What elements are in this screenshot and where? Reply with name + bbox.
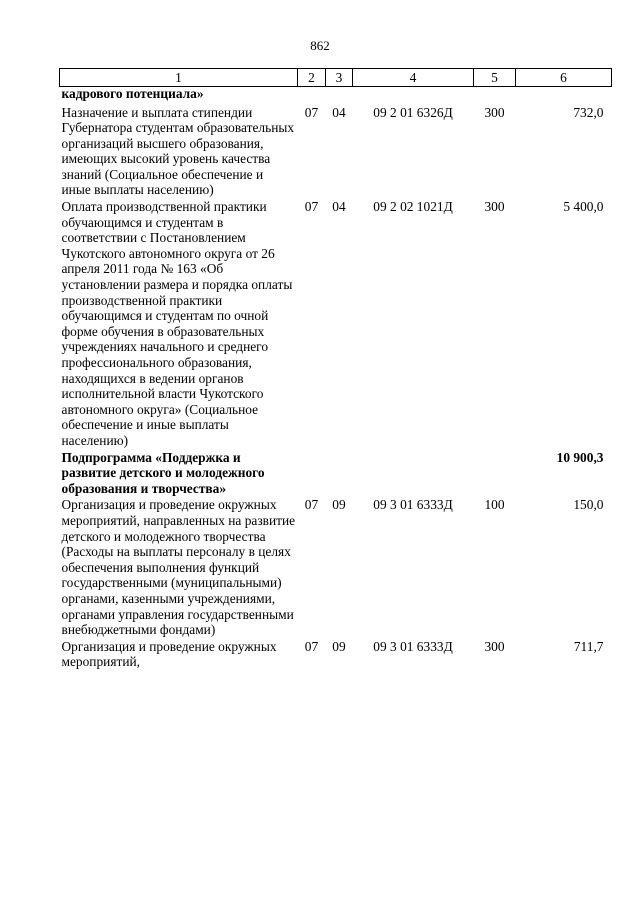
header-col-6: 6 <box>516 69 612 87</box>
row-subsection: 09 <box>332 638 346 654</box>
row-section <box>298 449 326 497</box>
row-section: 07 <box>304 497 319 513</box>
table-row <box>60 638 612 670</box>
row-target-article <box>353 87 474 104</box>
row-amount: 10 900,3 <box>556 449 604 465</box>
row-name: кадрового потенциала» <box>61 86 204 101</box>
header-col-1: 1 <box>60 69 298 87</box>
row-target-article: 09 3 01 6333Д <box>373 638 453 654</box>
row-amount: 5 400,0 <box>563 199 604 215</box>
row-subsection: 04 <box>332 199 346 215</box>
budget-table <box>59 68 612 670</box>
header-row <box>60 69 612 87</box>
row-section: 07 <box>304 199 319 215</box>
row-expense-type <box>474 87 516 104</box>
row-expense-type: 300 <box>484 638 505 654</box>
header-col-4: 4 <box>353 69 474 87</box>
table-row <box>60 198 612 449</box>
table-row <box>60 104 612 199</box>
header-col-5: 5 <box>474 69 516 87</box>
row-amount: 732,0 <box>573 104 604 120</box>
row-name: Оплата производственной практики обучающимся и студентам в соответствии с Постановлением Чукотского автономного округа от 26 апреля 2011 года № 163 «Об установлении размера и порядка оплаты производственной практики обучающимся и студентам по очной форме обучения в образовательных учреждениях начального и среднего профессионального образования, находящихся в ведении органов исполнительной власти Чукотского автономного округа» (Социальное обеспечение и иные выплаты населению) <box>61 199 293 448</box>
row-amount: 711,7 <box>573 638 604 654</box>
row-section: 07 <box>304 104 319 120</box>
row-name: Назначение и выплата стипендии Губернатора студентам образовательных организаций высшего образования, имеющих высокий уровень качества знаний (Социальное обеспечение и иные выплаты населению) <box>61 104 295 198</box>
row-expense-type: 300 <box>484 199 505 215</box>
table-row <box>60 87 612 104</box>
row-target-article: 09 2 02 1021Д <box>373 199 453 215</box>
row-target-article <box>353 449 474 497</box>
header-col-3: 3 <box>326 69 353 87</box>
row-expense-type: 300 <box>484 104 505 120</box>
row-expense-type <box>474 449 516 497</box>
row-subsection <box>326 449 353 497</box>
row-target-article: 09 2 01 6326Д <box>373 104 453 120</box>
header-col-2: 2 <box>298 69 326 87</box>
row-subsection: 09 <box>332 497 346 513</box>
row-target-article: 09 3 01 6333Д <box>373 497 453 513</box>
table-row <box>60 449 612 497</box>
row-name: Организация и проведение окружных мероприятий, <box>61 638 277 670</box>
row-name: Организация и проведение окружных мероприятий, направленных на развитие детского и молодежного творчества (Расходы на выплаты персоналу в целях обеспечения выполнения функций государственными (муниципальными) органами, казенными учреждениями, органами управления государственными внебюджетными фондами) <box>61 497 296 638</box>
page-number: 862 <box>310 38 330 53</box>
row-name: Подпрограмма «Поддержка и развитие детского и молодежного образования и творчества» <box>61 449 265 496</box>
row-section <box>298 87 326 104</box>
table-row <box>60 496 612 637</box>
row-amount: 150,0 <box>573 497 604 513</box>
row-subsection <box>326 87 353 104</box>
row-expense-type: 100 <box>484 497 505 513</box>
row-subsection: 04 <box>332 104 346 120</box>
row-amount <box>516 87 612 104</box>
row-section: 07 <box>304 638 319 654</box>
